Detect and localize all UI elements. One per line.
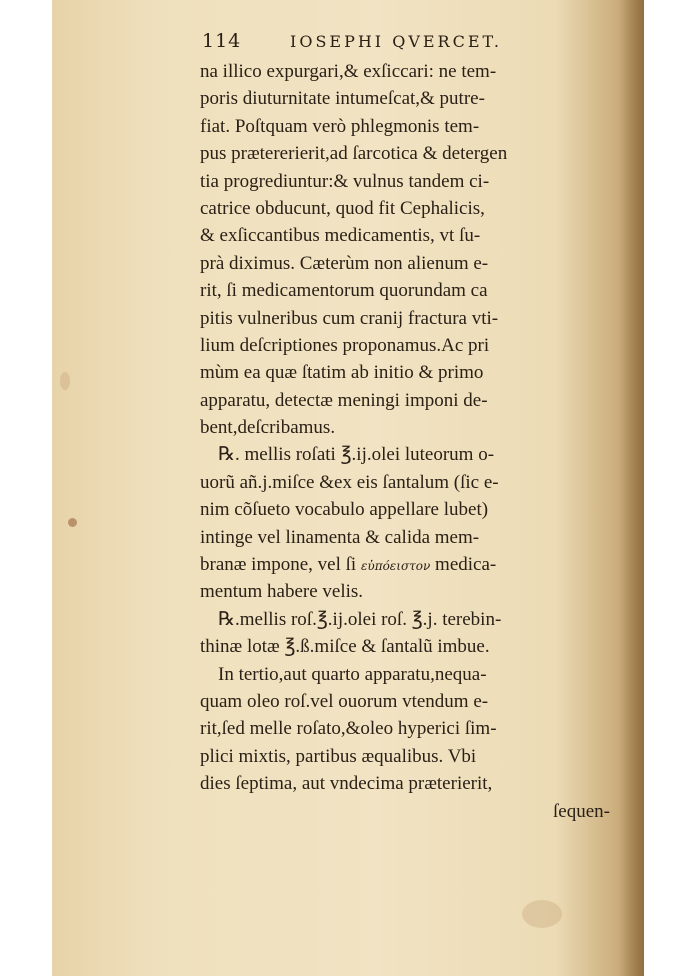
text-line: quam oleo roſ.vel ouorum vtendum e- <box>200 690 489 712</box>
page-edge-shadow <box>618 0 644 976</box>
text-line: prà diximus. Cæterùm non alienum e- <box>200 252 489 274</box>
text-line: plici mixtis, partibus æqualibus. Vbi <box>200 745 477 767</box>
running-head: IOSEPHI QVERCET. <box>290 32 502 51</box>
text-line: tia progrediuntur:& vulnus tandem ci- <box>200 170 490 192</box>
page-header <box>202 30 622 60</box>
paragraph-start-line: In tertio,aut quarto apparatu,nequa- <box>218 663 487 685</box>
recipe-line: ℞.mellis roſ.℥.ij.olei roſ. ℥.j. terebin- <box>218 608 502 630</box>
text-segment: branæ impone, vel ſi <box>200 554 361 576</box>
text-line: pus prætererierit,ad ſarcotica & detergen <box>200 143 508 165</box>
stain-mark <box>60 372 70 390</box>
text-line: uorũ añ.j.miſce &ex eis ſantalum (ſic e- <box>200 471 499 493</box>
greek-word: εὐπόειστον <box>360 559 431 574</box>
stain-mark <box>68 518 77 527</box>
text-line: & exſiccantibus medicamentis, vt ſu- <box>200 225 481 247</box>
text-line: rit, ſi medicamentorum quorundam ca <box>200 280 488 302</box>
stain-mark <box>522 900 562 928</box>
text-line: thinæ lotæ ℥.ß.miſce & ſantalũ imbue. <box>200 636 490 658</box>
body-text <box>200 58 612 825</box>
text-segment: medica- <box>430 554 497 576</box>
text-line: catrice obducunt, quod fit Cephalicis, <box>200 197 485 219</box>
text-line: mùm ea quæ ſtatim ab initio & primo <box>200 362 484 384</box>
text-line: na illico expurgari,& exſiccari: ne tem- <box>200 61 497 82</box>
text-line: lium deſcriptiones proponamus.Ac pri <box>200 334 490 356</box>
text-line: nim cõſueto vocabulo appellare lubet) <box>200 499 489 521</box>
text-line: fiat. Poſtquam verò phlegmonis tem- <box>200 115 480 137</box>
text-line: intinge vel linamenta & calida mem- <box>200 526 480 548</box>
text-line: apparatu, detectæ meningi imponi de- <box>200 389 488 411</box>
text-line-with-greek <box>200 551 612 578</box>
page-number: 114 <box>202 30 242 52</box>
text-line: rit,ſed melle roſato,&oleo hyperici ſim- <box>200 718 497 740</box>
text-line: poris diuturnitate intumeſcat,& putre- <box>200 88 485 110</box>
text-line: bent,deſcribamus. <box>200 417 336 439</box>
recipe-line: ℞. mellis roſati ℥.ij.olei luteorum o- <box>218 444 495 466</box>
catchword: ſequen- <box>553 800 610 822</box>
text-line: mentum habere velis. <box>200 581 364 603</box>
text-line: dies ſeptima, aut vndecima præterierit, <box>200 773 493 795</box>
text-line: pitis vulneribus cum cranij fractura vti- <box>200 307 499 329</box>
